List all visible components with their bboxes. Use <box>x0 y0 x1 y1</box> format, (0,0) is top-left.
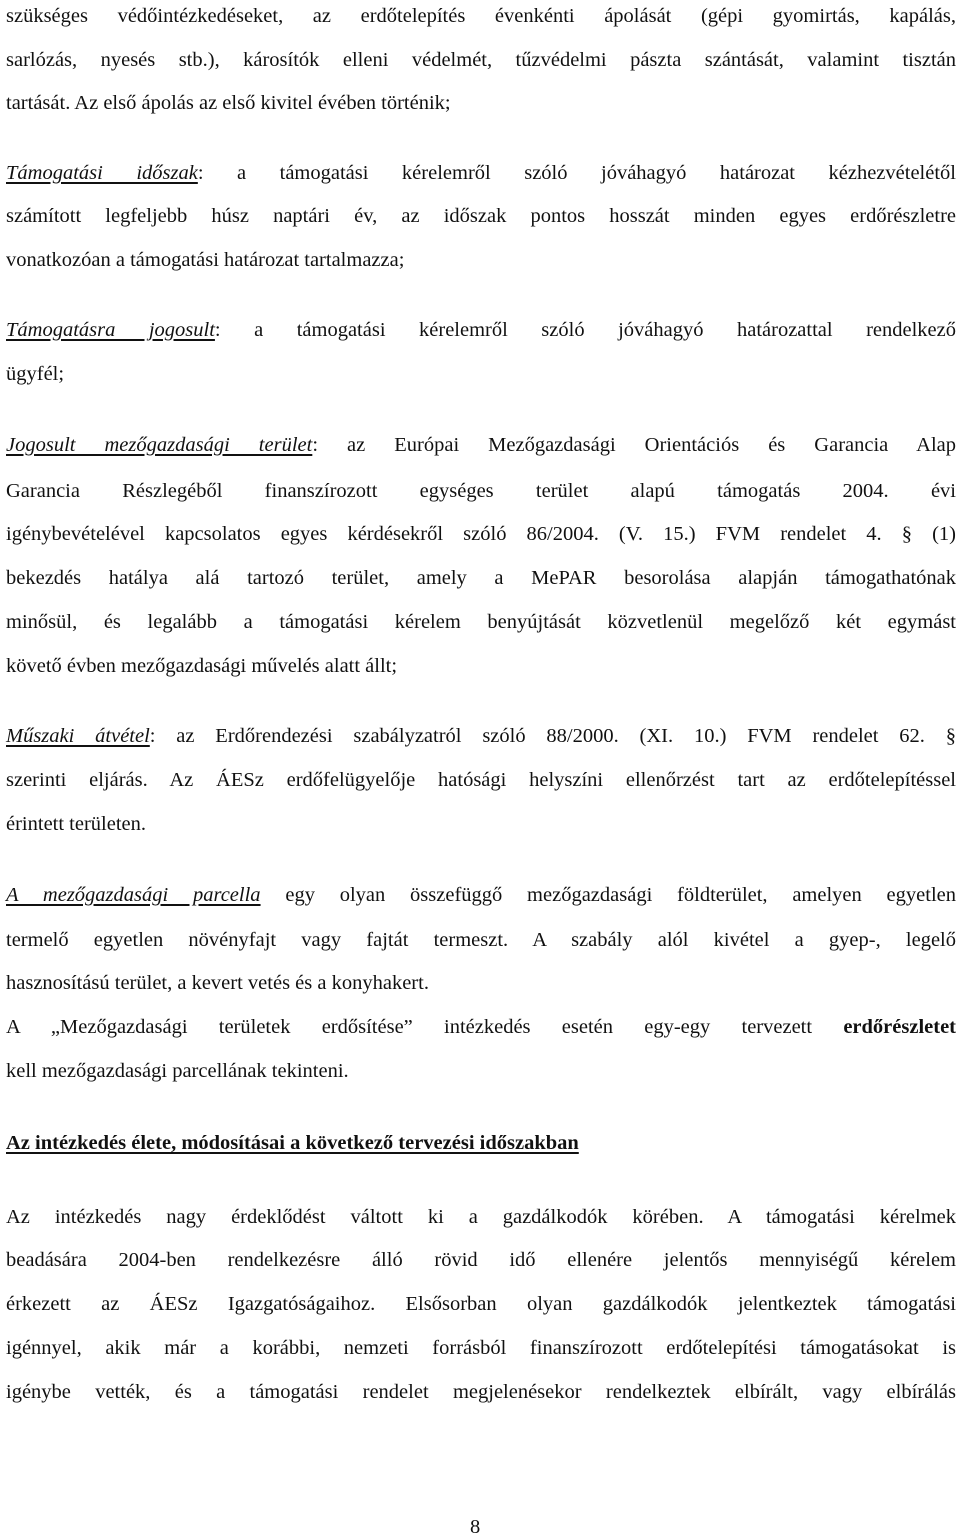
text-line: vonatkozóan a támogatási határozat tartalmazza; <box>6 249 405 271</box>
text-line: termelő egyetlen növényfajt vagy fajtát termeszt. A szabály alól kivétel a gyep-, legelő <box>6 929 956 951</box>
definition-text: : az Európai Mezőgazdasági Orientációs és Garancia Alap <box>312 434 956 456</box>
text-line: minősül, és legalább a támogatási kérelem benyújtását közvetlenül megelőző két egymást <box>6 611 956 633</box>
definition-text: egy olyan összefüggő mezőgazdasági földterület, amelyen egyetlen <box>260 884 956 906</box>
definition-text: : a támogatási kérelemről szóló jóváhagyó határozat kézhezvételétől <box>197 162 956 184</box>
definition-text: : a támogatási kérelemről szóló jóváhagyó határozattal rendelkező <box>214 319 956 341</box>
text-line: követő évben mezőgazdasági művelés alatt állt; <box>6 655 398 677</box>
term-muszaki-atvetel: Műszaki átvétel <box>6 725 150 747</box>
text-line: ügyfél; <box>6 363 65 385</box>
definition-line <box>6 723 956 749</box>
text-line: tartását. Az első ápolás az első kivitel évében történik; <box>6 92 451 114</box>
text-line: szerinti eljárás. Az ÁESz erdőfelügyelője hatósági helyszíni ellenőrzést tart az erdőtelepítéssel <box>6 769 956 791</box>
text-line: bekezdés hatálya alá tartozó terület, amely a MePAR besorolása alapján támogathatónak <box>6 567 956 589</box>
definition-text: : az Erdőrendezési szabályzatról szóló 88/2000. (XI. 10.) FVM rendelet 62. § <box>149 725 956 747</box>
term-mezogazdasagi-parcella: A mezőgazdasági parcella <box>6 884 261 906</box>
text-line: beadására 2004-ben rendelkezésre álló rövid idő ellenére jelentős mennyiségű kérelem <box>6 1249 956 1271</box>
text-line: Az intézkedés nagy érdeklődést váltott ki a gazdálkodók körében. A támogatási kérelmek <box>6 1206 956 1228</box>
page-number: 8 <box>470 1516 481 1538</box>
term-jogosult-mezogazdasagi-terulet: Jogosult mezőgazdasági terület <box>6 434 313 456</box>
text-line: igénybevételével kapcsolatos egyes kérdésekről szóló 86/2004. (V. 15.) FVM rendelet 4. § (1) <box>6 523 956 545</box>
term-tamogatasi-idoszak: Támogatási időszak <box>6 162 198 184</box>
text-segment: A „Mezőgazdasági területek erdősítése” intézkedés esetén egy-egy tervezett <box>6 1016 844 1038</box>
text-line: sarlózás, nyesés stb.), károsítók elleni védelmét, tűzvédelmi pászta szántását, valamint tisztán <box>6 49 956 71</box>
definition-line <box>6 432 956 458</box>
text-line: érintett területen. <box>6 813 147 835</box>
definition-line <box>6 882 956 908</box>
term-tamogatasra-jogosult: Támogatásra jogosult <box>6 319 215 341</box>
definition-line <box>6 160 956 186</box>
text-line <box>6 1014 956 1040</box>
text-line: kell mezőgazdasági parcellának tekinteni. <box>6 1060 349 1082</box>
text-line: hasznosítású terület, a kevert vetés és a konyhakert. <box>6 972 429 994</box>
bold-term-erdoreszletet: erdőrészletet <box>843 1016 956 1038</box>
text-line: igénybe vették, és a támogatási rendelet megjelenésekor rendelkeztek elbírált, vagy elbírálás <box>6 1381 956 1403</box>
text-line: Garancia Részlegéből finanszírozott egységes terület alapú támogatás 2004. évi <box>6 480 956 502</box>
section-heading <box>6 1130 956 1156</box>
text-line: szükséges védőintézkedéseket, az erdőtelepítés évenkénti ápolását (gépi gyomirtás, kapálás, <box>6 5 956 27</box>
definition-line <box>6 317 956 343</box>
section-heading-text: Az intézkedés élete, módosításai a következő tervezési időszakban <box>6 1132 579 1154</box>
text-line: számított legfeljebb húsz naptári év, az időszak pontos hosszát minden egyes erdőrészletre <box>6 205 956 227</box>
text-line: érkezett az ÁESz Igazgatóságaihoz. Elsősorban olyan gazdálkodók jelentkeztek támogatási <box>6 1293 956 1315</box>
text-line: igénnyel, akik már a korábbi, nemzeti forrásból finanszírozott erdőtelepítési támogatásokat is <box>6 1337 956 1359</box>
